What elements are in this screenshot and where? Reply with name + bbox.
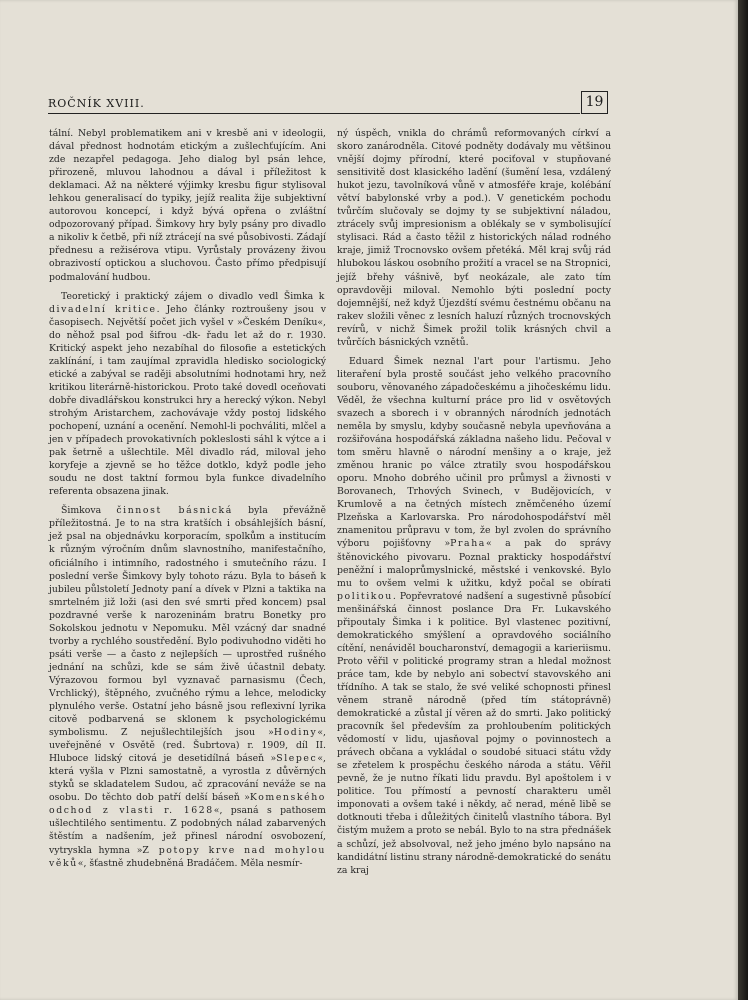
- paragraph: [49, 504, 326, 869]
- paragraph-text: ný úspěch, vnikla do chrámů reformovaných církví a skoro zanárodněla. Citové podněty dodávaly mu většinou vnější dojmy přírodní, které pociťoval v stupňované sensitivitě dost klasického ladění (šumění lesa, vzdálený hukot jezu, tavolníková vůně v atmosféře kraje, kolébání větví babylonské vrby a pod.). V genetickém pochodu tvůrčím slučovaly se dojmy ty se subjektivní náladou, ztrácely svůj impresionism a oblékaly se v symbolisující stylisaci. Rád a často těžil z historických nálad rodného kraje, jimiž Trocnovsko ovšem přetéká. Měl kraj svůj rád hlubokou láskou osobního prožití a vracel se na Stropnici, jejíž břehy vášnivě, byť neokázale, ale zato tím opravdověji miloval. Nemohlo býti poslední pocty dojemnější, než když Újezdští svému čestnému občanu na rakev složili věnec z lesních haluzí různých trocnovských revírů, v nichž Šimek prožil tolik krásných chvil a tvůrčích básnických vznětů.: [337, 128, 611, 348]
- spaced-emphasis: politikou: [337, 590, 393, 602]
- paragraph: [337, 355, 611, 877]
- paragraph-text: Šimkova: [61, 505, 117, 517]
- page-number: 19: [581, 91, 608, 114]
- spaced-emphasis: k divadelní kritice: [49, 290, 326, 315]
- spaced-emphasis: Slepec: [276, 753, 318, 765]
- paragraph-text: . Popřevratové nadšení a sugestivně působící menšinářská činnost poslance Dra Fr. Lukavského připoutaly Šimka i k politice. Byl vlastenec pozitivní, demokratického smýšlení a opravdového sociálního cítění, nenáviděl boucharonství, demagogii a karieriismu. Proto věřil v politické programy stran a hledal možnost práce tam, kde by nebylo ani sobectví stavovského ani třídního. A tak se stalo, že své veliké schopnosti přinesl věnem straně národně (před tím státoprávně) demokratické a zůstal jí věren až do smrti. Jako politický pracovník šel především za prohloubením politických vědomostí v lidu, ujasňoval pojmy o povinnostech a právech občana a vykládal o soudobé situaci státu vždy se zřetelem k prospěchu českého národa a státu. Věřil pevně, že je nutno říkati lidu pravdu. Byl apoštolem i v politice. Tou přímostí a pevností charakteru uměl imponovati a ovšem také i někdy, ač nerad, méně libě se dotknouti třeba i důležitých činitelů vlastního tábora. Byl čistým mužem a proto se nebál. Bylo to na stra přednášek a schůzí, jež absolvoval, než jeho jméno bylo napsáno na kandidátní listinu strany národně-demokratické do senátu za kraj: [337, 590, 611, 876]
- paragraph: [49, 290, 326, 499]
- paragraph-text: «, psaná s pathosem ušlechtilého sentimentu. Z podobných nálad zabarvených štěstím a nadšením, jež přinesl národní osvobození, vytryskla hymna »: [49, 805, 326, 856]
- paragraph-text: tální. Nebyl problematikem ani v kresbě ani v ideologii, dával přednost hodnotám etickým a zušlechťujícím. Ani zde nezapřel pedagoga. Jeho dialog byl psán lehce, přirozeně, mluvou lahodnou a dával i příležitost k deklamaci. Až na některé výjimky kresbu figur stylisoval lehkou generalisací do typiky, jejíž realita žije subjektivní autorovou koncepcí, i když bývá opřena o zvláštní odpozorovaný případ. Šimkovy hry byly psány pro divadlo a nikoliv k četbě, při níž ztrácejí na své působivosti. Zádají přednesu a režisérova vtipu. Vyrůstaly provázeny živou obrazivostí optickou a sluchovou. Často přímo předpisují podmalování hudbou.: [49, 128, 326, 283]
- paragraph-text: byla převážně příležitostná. Je to na stra kratších i obsáhlejších básní, jež psal na objednávku korporacím, spolkům a institucím k různým výročním dnům slavnostního, manifestačního, oficiálního i intimního, radostného i smutečního rázu. I poslední verše Šimkovy byly tohoto rázu. Byla to báseň k jubileu půlstoletí Jednoty paní a dívek v Plzni a taktika na smrtelném již loži (asi den své smrti před koncem) psal pozdravné verše k narozeninám bratru Bonetky pro Sokolskou jednotu v Nepomuku. Měl vzácný dar snadné tvorby a rychlého soustředění. Bylo podivuhodno viděti ho psáti verše — a často z nejlepších — uprostřed rušného jednání na schůzi, kde se sám živě účastnil debaty. Výrazovou formou byl vyznavač parnasismu (Čech, Vrchlický), štěpného, zvučného rýmu a lehce, melodicky plynulého verše. Ostatní jeho básně jsou reflexivní lyrika citově podbarvená se sklonem k psychologickému symbolismu. Z nejušlechtilejších jsou »: [49, 505, 326, 739]
- text-column-left: [49, 127, 326, 876]
- spaced-emphasis: Praha: [450, 538, 486, 550]
- paragraph: [337, 127, 611, 349]
- text-column-right: [337, 127, 611, 883]
- spaced-emphasis: Hodiny: [273, 727, 318, 739]
- page-edge-shadow: [738, 0, 748, 1000]
- header-rule: [48, 113, 580, 114]
- paragraph-text: «, uveřejněné v Osvětě (red. Šubrtova) r. 1909, díl II. Hluboce lidský citová je desetidílná báseň »: [49, 727, 326, 765]
- paragraph-text: . Jeho články roztroušeny jsou v časopisech. Největší počet jich vyšel v »Českém Deníku«, do něhož psal pod šifrou -dk- řadu let až do r. 1930. Kritický aspekt jeho nezabíhal do filosofie a estetických zaklínání, i tam zaujímal zpravidla hledisko sociologický etické a zabýval se raději absolutními hodnotami hry, než kritikou literárně-historickou. Proto také dovedl oceňovati dobře divadlářskou konstrukci hry a herecký výkon. Nebyl strohým Aristarchem, zachovávaje vždy postoj lidského pochopení, uznání a ocenění. Nemohl-li pochváliti, mlčel a jen v případech provokativních pokleslosti sáhl k výtce a i pak šetrně a ušlechtile. Měl divadlo rád, miloval jeho koryfeje a zjevně se ho těžce dotklo, když podle jeho soudu ne dost taktní formou byla funkce divadelního referenta obsazena jinak.: [49, 303, 326, 498]
- spaced-emphasis: činnost básnická: [116, 505, 233, 517]
- paragraph: [49, 127, 326, 284]
- spaced-emphasis: Z potopy krve nad mohylou věků: [49, 844, 327, 869]
- paragraph-text: «, šťastně zhudebněná Bradáčem. Měla nesmír-: [77, 857, 303, 869]
- spaced-emphasis: Komenského odchod z vlasti r. 1628: [49, 792, 326, 817]
- paragraph-text: «, která vyšla v Plzni samostatně, a vyrostla z důvěrných styků se skladatelem Sudou, ač zpracování neváže se na osobu. Do těchto dob patří delší báseň »: [49, 753, 326, 804]
- paragraph-text: Teoretický i praktický zájem o divadlo vedl Šimka: [61, 290, 319, 302]
- paragraph-text: « a pak do správy štěnovického pivovaru. Poznal prakticky hospodářství peněžní i maloprůmyslnické, městské i venkovské. Bylo mu to ovšem velmi k užitku, když počal se obírati: [337, 538, 611, 589]
- paragraph-text: Eduard Šimek neznal l'art pour l'artismu. Jeho literaření byla prostě součást jeho velkého pracovního souboru, věnovaného západočeskému a jihočeskému lidu. Věděl, že všechna kulturní práce pro lid v osvětových svazech a sborech i v obranných národních jednotách neměla by smyslu, kdyby současně nebyla upevňována a rozšiřována hospodářská základna našeho lidu. Pečoval v tom směru hlavně o národní menšiny a o kraje, jež změnou hranic po válce ztratily svou hospodářskou oporu. Mnoho dobrého učinil pro průmysl a živnosti v Borovanech, Trhových Svinech, v Budějovicích, v Krumlově a na četných místech zněmčeného území Plzeňska a Karlovarska. Pro národohospodářství měl znamenitou průpravu v tom, že byl zvolen do správního výboru pojišťovny »: [337, 355, 611, 550]
- running-head-volume: ROČNÍK XVIII.: [48, 97, 145, 110]
